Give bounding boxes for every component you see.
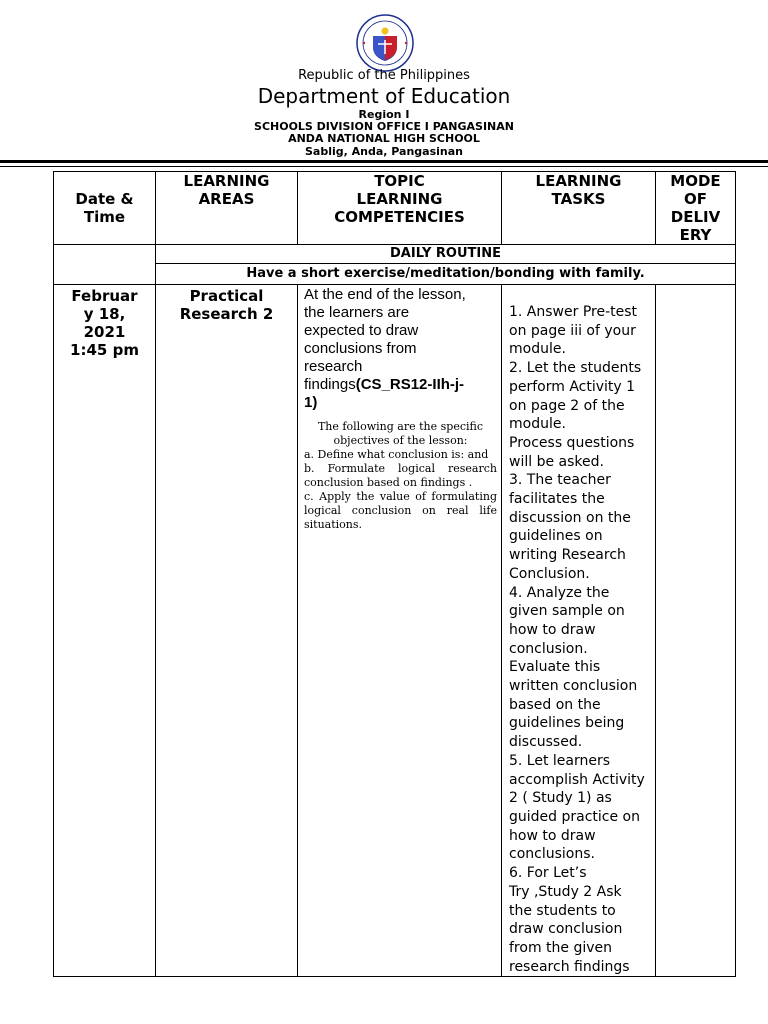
school-address: Sablig, Anda, Pangasinan [304,145,463,158]
header-divider-thick [0,160,768,163]
deped-seal-logo [356,14,414,72]
entry-date-time: Februar y 18, 2021 1:45 pm [54,285,156,977]
objectives-intro: The following are the specific objectives of the lesson: [317,420,484,447]
header-divider-thin [0,166,768,167]
lesson-plan-table [53,171,736,977]
routine-empty-cell [54,245,156,285]
col-header-mode-of-delivery: MODE OF DELIV ERY [656,172,736,245]
entry-mode-of-delivery [656,285,736,977]
table-header-row [54,172,736,245]
col-header-date: Date & Time [54,172,156,245]
objective-item: a. Define what conclusion is: and [304,448,489,461]
entry-learning-area: Practical Research 2 [156,285,298,977]
routine-activity-row [54,264,736,285]
lesson-entry-row [54,285,736,977]
division-line: SCHOOLS DIVISION OFFICE I PANGASINAN [254,120,514,133]
competency-code: (CS_RS12-IIh-j- [355,376,465,393]
entry-learning-tasks: 1. Answer Pre-test on page iii of your module. 2. Let the students perform Activity 1 on page 2 of the module. Process questions will be asked. 3. The teacher facilitates the discussion on the guidelines on writing Research Conclusion. 4. Analyze the given sample on how to draw conclusion. Evaluate this written conclusion based on the guidelines being discussed. 5. Let learners accomplish Activity 2 ( Study 1) as guided practice on how to draw conclusions. 6. For Let’s Try ,Study 2 Ask the students to draw conclusion from the given research findings [502,285,656,977]
col-header-learning-tasks: LEARNING TASKS [502,172,656,245]
objective-item: b. Formulate logical research conclusion based on findings . [304,462,497,489]
objective-item: c. Apply the value of formulating logical conclusion on real life situations. [304,490,497,531]
daily-routine-title: DAILY ROUTINE [156,245,736,264]
school-name: ANDA NATIONAL HIGH SCHOOL [288,132,480,145]
col-header-topic: TOPIC LEARNING COMPETENCIES [298,172,502,245]
daily-routine-row [54,245,736,264]
region-line: Region I [358,108,410,121]
routine-activity: Have a short exercise/meditation/bonding with family. [156,264,736,285]
department-title: Department of Education [257,84,511,108]
entry-competencies: At the end of the lesson, the learners are expected to draw conclusions from research findings(CS_RS12-IIh-j- 1) The following are the specific objectives of the lesson: a. Define what conclusion is: and b. Formulate logical research conclusion based on findings . c. Apply the value of formulating logical conclusion on real life situations. [298,285,502,977]
republic-line: Republic of the Philippines [298,68,470,83]
col-header-learning-areas: LEARNING AREAS [156,172,298,245]
